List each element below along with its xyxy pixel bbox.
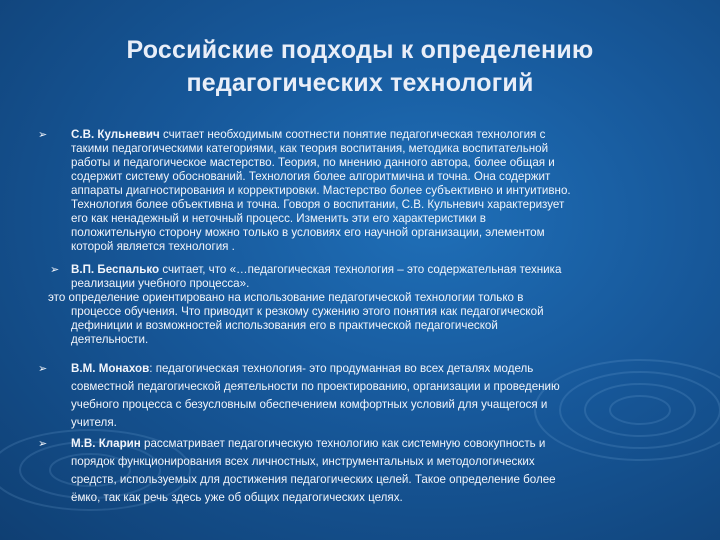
item-text-line: ёмко, так как речь здесь уже об общих педагогических целях.: [71, 491, 403, 504]
slide-title: [0, 34, 720, 100]
item-text-line: положительную сторону можно только в условиях его научной организации, элементом: [71, 226, 545, 239]
bullet-arrow-icon: ➢: [38, 438, 48, 450]
item-text-line: учебного процесса с безусловным обеспечением комфортных условий для учащегося и: [71, 398, 548, 411]
item-text-line: аппараты диагностирования и корректировки. Мастерство более субъективно и интуитивно.: [71, 184, 571, 197]
author-name: В.М. Монахов: [71, 362, 150, 375]
author-name: М.В. Кларин: [71, 437, 141, 450]
item-text-line: которой является технология .: [71, 240, 235, 253]
item-text-line: реализации учебного процесса».: [71, 277, 250, 290]
item-text-line: считает необходимым соотнести понятие педагогическая технология с: [159, 128, 546, 141]
slide-title-line-2: педагогических технологий: [186, 69, 534, 97]
item-text-line: рассматривает педагогическую технологию как системную совокупность и: [140, 437, 546, 450]
item-text-line: : педагогическая технология- это продуманная во всех деталях модель: [149, 362, 534, 375]
item-text-line: Технология более объективна и точна. Говоря о воспитании, С.В. Кульневич характеризует: [71, 198, 565, 211]
item-text-line: работы и педагогическое мастерство. Теория, по мнению данного автора, более общая и: [71, 156, 555, 169]
author-name: В.П. Беспалько: [71, 263, 160, 276]
item-text-line: совместной педагогической деятельности по проектированию, организации и проведению: [71, 380, 560, 393]
bullet-arrow-icon: ➢: [50, 264, 60, 276]
author-name: С.В. Кульневич: [71, 128, 160, 141]
item-text-line: средств, используемых для достижения педагогических целей. Такое определение более: [71, 473, 556, 486]
item-text-line: такими педагогическими категориями, как теория воспитания, методика воспитательной: [71, 142, 549, 155]
item-text-line: учителя.: [71, 416, 117, 429]
item-text-line: его как ненадежный и неточный процесс. Изменить эти его характеристики в: [71, 212, 486, 225]
bullet-arrow-icon: ➢: [38, 363, 48, 375]
item-text-line: дефиниции и возможностей использования его в практической педагогической: [71, 319, 498, 332]
slide-title-line-1: Российские подходы к определению: [126, 36, 594, 64]
item-text-line: содержит систему обоснований. Технология более алгоритмична и точна. Она содержит: [71, 170, 551, 183]
bullet-arrow-icon: ➢: [38, 129, 48, 141]
item-text-line: порядок функционирования всех личностных, инструментальных и методологических: [71, 455, 535, 468]
item-text-line: процессе обучения. Что приводит к резкому сужению этого понятия как педагогической: [71, 305, 544, 318]
item-text-line: деятельности.: [71, 333, 149, 346]
item-text-line: это определение ориентировано на использование педагогической технологии только в: [48, 291, 524, 304]
item-text-line: считает, что «…педагогическая технология – это содержательная техника: [159, 263, 562, 276]
